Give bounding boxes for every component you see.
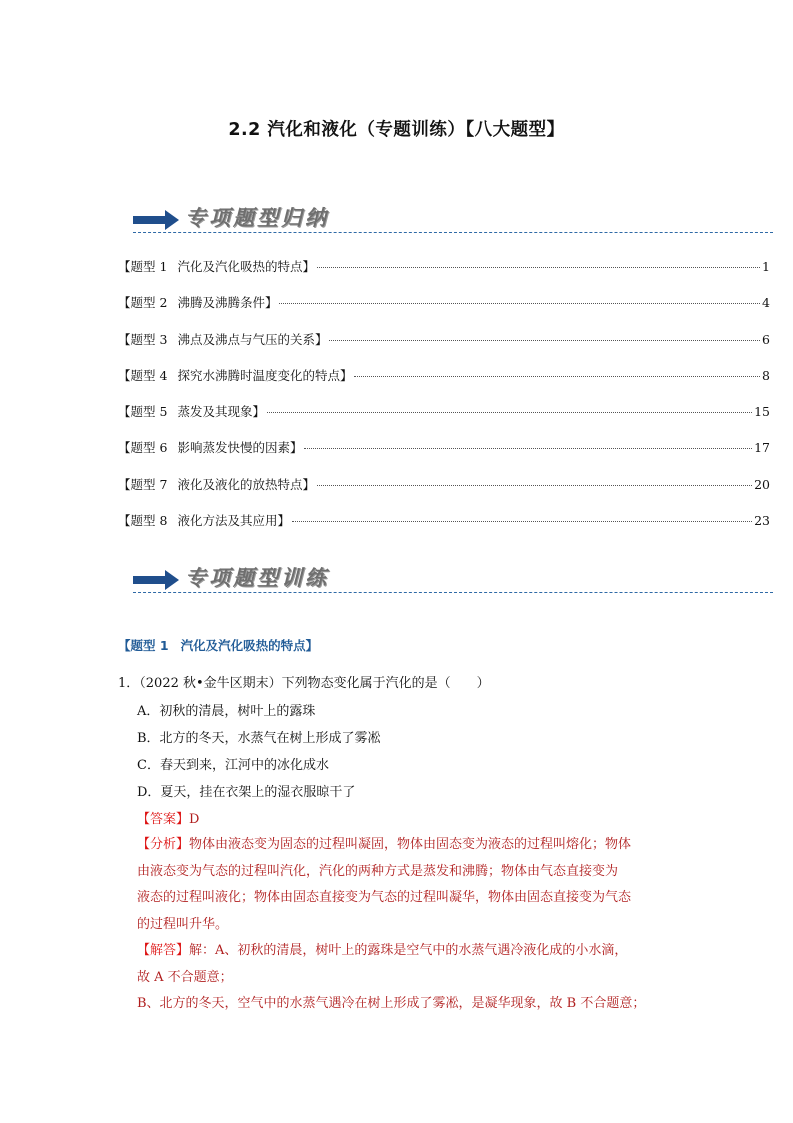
analysis: 【分析】物体由液态变为固态的过程叫凝固，物体由固态变为液态的过程叫熔化；物体 由液态变为气态的过程叫汽化，汽化的两种方式是蒸发和沸腾；物体由气态直接变为 液态的过程叫液化；物体由固态直接变为气态的过程叫凝华，物体由固态直接变为气态 的过程叫升华。 [137, 837, 632, 932]
option-c: C．春天到来，江河中的冰化成水 [137, 758, 329, 773]
toc-page-number: 20 [754, 476, 770, 492]
banner-training-title: 专项题型训练 [185, 565, 329, 590]
toc-page-number: 15 [754, 404, 770, 420]
toc-item[interactable]: 【题型 1 汽化及汽化吸热的特点】 1 [118, 259, 770, 274]
toc-page-number: 17 [754, 440, 770, 456]
toc-page-number: 23 [754, 513, 770, 529]
divider [133, 592, 773, 593]
option-d: D．夏天，挂在衣架上的湿衣服晾干了 [137, 785, 356, 800]
toc-page-number: 8 [762, 367, 770, 383]
toc-item[interactable]: 【题型 8 液化方法及其应用】 23 [118, 513, 770, 529]
toc-item[interactable]: 【题型 7 液化及液化的放热特点】 20 [118, 476, 770, 492]
option-a: A．初秋的清晨，树叶上的露珠 [137, 704, 316, 719]
arrow-icon [133, 210, 179, 230]
toc-item[interactable]: 【题型 3 沸点及沸点与气压的关系】 6 [118, 331, 770, 347]
solution: 【解答】解：A、初秋的清晨，树叶上的露珠是空气中的水蒸气遇冷液化成的小水滴， 故 A 不合题意； B、北方的冬天，空气中的水蒸气遇冷在树上形成了雾凇，是凝华现象，故 B 不合题意； [137, 943, 646, 1011]
analysis-tag: 【分析】 [137, 837, 190, 852]
arrow-icon [133, 570, 179, 590]
divider [133, 232, 773, 233]
toc-item[interactable]: 【题型 2 沸腾及沸腾条件】 4 [118, 295, 770, 311]
toc-page-number: 1 [762, 259, 770, 274]
banner-toc [133, 202, 773, 242]
page-title: 2.2 汽化和液化（专题训练）【八大题型】 [228, 120, 565, 140]
toc-item[interactable]: 【题型 6 影响蒸发快慢的因素】 17 [118, 440, 770, 456]
answer-value: D [189, 812, 200, 827]
question-text: 1．（2022 秋•金牛区期末）下列物态变化属于汽化的是（ ） [118, 676, 490, 691]
solution-tag: 【解答】 [137, 943, 190, 958]
banner-toc-title: 专项题型归纳 [185, 205, 329, 230]
table-of-contents [118, 257, 770, 547]
toc-page-number: 6 [762, 331, 770, 347]
banner-training [133, 562, 773, 602]
toc-item[interactable]: 【题型 4 探究水沸腾时温度变化的特点】 8 [118, 367, 770, 383]
toc-page-number: 4 [762, 295, 770, 311]
option-b: B．北方的冬天，水蒸气在树上形成了雾凇 [137, 731, 381, 746]
section-heading: 【题型 1 汽化及汽化吸热的特点】 [118, 638, 319, 653]
answer [137, 808, 199, 827]
answer-tag: 【答案】 [137, 812, 190, 827]
toc-item[interactable]: 【题型 5 蒸发及其现象】 15 [118, 404, 770, 420]
